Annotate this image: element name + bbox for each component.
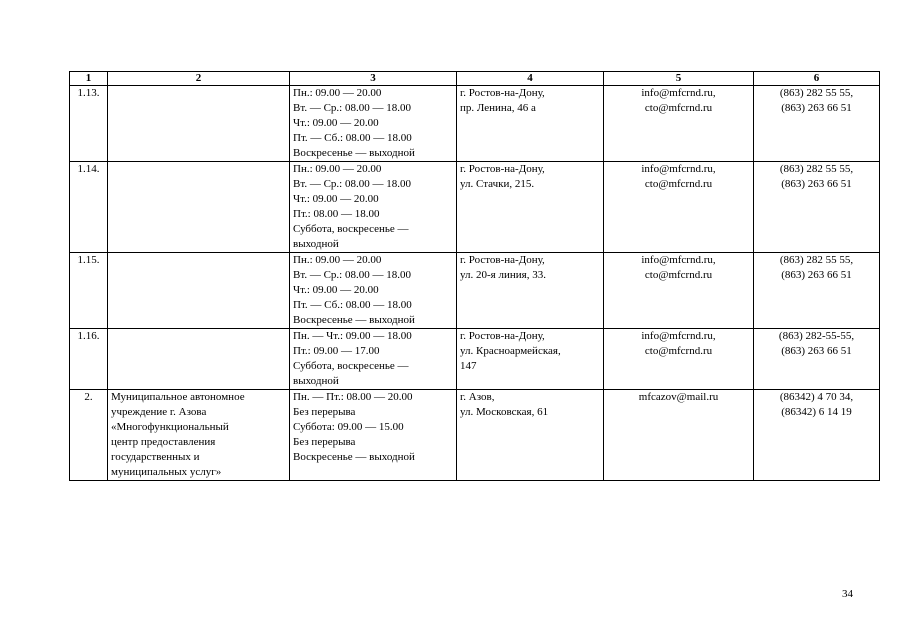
cell-line: 147 [460,360,477,372]
cell-line: Пт.: 08.00 — 18.00 [293,208,380,220]
cell-line: пр. Ленина, 46 а [460,102,536,114]
cell-line: ул. 20-я линия, 33. [460,269,546,281]
cell-address [457,390,604,481]
cell-address [457,253,604,329]
services-table [69,71,880,481]
table-row [70,390,880,481]
cell-line: Чт.: 09.00 — 20.00 [293,117,379,129]
cell-line: Пт.: 09.00 — 17.00 [293,345,380,357]
cell-line: mfcazov@mail.ru [638,391,719,403]
cell-working-hours [290,329,457,390]
cell-line: Пн.: 09.00 — 20.00 [293,254,382,266]
cell-line: cto@mfcrnd.ru [644,269,713,281]
cell-line: Чт.: 09.00 — 20.00 [293,193,379,205]
cell-line: Чт.: 09.00 — 20.00 [293,284,379,296]
cell-line: Суббота: 09.00 — 15.00 [293,421,404,433]
cell-working-hours [290,390,457,481]
cell-line: г. Ростов-на-Дону, [460,254,545,266]
cell-line: учреждение г. Азова [111,406,207,418]
cell-line: (86342) 6 14 19 [781,406,852,418]
cell-email [604,253,754,329]
cell-email [604,390,754,481]
cell-line: (86342) 4 70 34, [779,391,854,403]
cell-line: ул. Стачки, 215. [460,178,535,190]
cell-line: (863) 263 66 51 [781,345,852,357]
cell-organization [108,329,290,390]
cell-line: (863) 282-55-55, [778,330,855,342]
cell-line: г. Ростов-на-Дону, [460,163,545,175]
cell-address [457,86,604,162]
cell-line: Пт. — Сб.: 08.00 — 18.00 [293,299,412,311]
cell-line: ул. Московская, 61 [460,406,549,418]
column-header: 3 [290,72,457,86]
cell-email [604,329,754,390]
cell-line: Пн. — Пт.: 08.00 — 20.00 [293,391,413,403]
cell-line: Воскресенье — выходной [293,314,415,326]
cell-line: cto@mfcrnd.ru [644,178,713,190]
cell-line: Муниципальное автономное [111,391,245,403]
cell-line: выходной [293,238,339,250]
cell-email [604,86,754,162]
cell-line: г. Ростов-на-Дону, [460,330,545,342]
cell-phone [754,329,880,390]
cell-organization [108,86,290,162]
cell-line: выходной [293,375,339,387]
cell-line: info@mfcrnd.ru, [641,254,716,266]
cell-organization [108,253,290,329]
cell-line: «Многофункциональный [111,421,229,433]
cell-line: г. Азов, [460,391,495,403]
cell-line: Воскресенье — выходной [293,147,415,159]
cell-line: Пт. — Сб.: 08.00 — 18.00 [293,132,412,144]
cell-line: info@mfcrnd.ru, [641,163,716,175]
cell-line: муниципальных услуг» [111,466,222,478]
table-row [70,329,880,390]
cell-line: cto@mfcrnd.ru [644,345,713,357]
column-header: 2 [108,72,290,86]
cell-line: центр предоставления [111,436,216,448]
column-header: 6 [754,72,880,86]
cell-email [604,162,754,253]
cell-line: Пн.: 09.00 — 20.00 [293,87,382,99]
cell-line: info@mfcrnd.ru, [641,87,716,99]
cell-address [457,329,604,390]
cell-line: Воскресенье — выходной [293,451,415,463]
cell-line: государственных и [111,451,200,463]
cell-working-hours [290,162,457,253]
column-header: 5 [604,72,754,86]
column-header: 1 [70,72,108,86]
cell-line: info@mfcrnd.ru, [641,330,716,342]
cell-line: Вт. — Ср.: 08.00 — 18.00 [293,269,411,281]
cell-line: Без перерыва [293,436,356,448]
cell-phone [754,253,880,329]
cell-line: Пн.: 09.00 — 20.00 [293,163,382,175]
cell-line: (863) 263 66 51 [781,178,852,190]
table-row [70,86,880,162]
page-number: 34 [842,588,853,600]
cell-number: 1.13. [70,86,108,162]
cell-address [457,162,604,253]
cell-phone [754,390,880,481]
table-header-row [70,72,880,86]
cell-working-hours [290,86,457,162]
cell-line: Вт. — Ср.: 08.00 — 18.00 [293,178,411,190]
cell-line: (863) 282 55 55, [779,87,854,99]
cell-line: Пн. — Чт.: 09.00 — 18.00 [293,330,412,342]
cell-line: (863) 282 55 55, [779,163,854,175]
cell-line: г. Ростов-на-Дону, [460,87,545,99]
cell-number: 1.15. [70,253,108,329]
cell-line: (863) 282 55 55, [779,254,854,266]
cell-line: Без перерыва [293,406,356,418]
cell-line: cto@mfcrnd.ru [644,102,713,114]
cell-organization [108,162,290,253]
cell-phone [754,86,880,162]
cell-number: 1.16. [70,329,108,390]
cell-line: Суббота, воскресенье — [293,360,409,372]
table-row [70,162,880,253]
cell-organization [108,390,290,481]
cell-number: 1.14. [70,162,108,253]
cell-line: Вт. — Ср.: 08.00 — 18.00 [293,102,411,114]
cell-line: (863) 263 66 51 [781,269,852,281]
cell-number: 2. [70,390,108,481]
column-header: 4 [457,72,604,86]
table-row [70,253,880,329]
cell-phone [754,162,880,253]
cell-working-hours [290,253,457,329]
cell-line: ул. Красноармейская, [460,345,561,357]
cell-line: (863) 263 66 51 [781,102,852,114]
table-body [70,86,880,481]
cell-line: Суббота, воскресенье — [293,223,409,235]
